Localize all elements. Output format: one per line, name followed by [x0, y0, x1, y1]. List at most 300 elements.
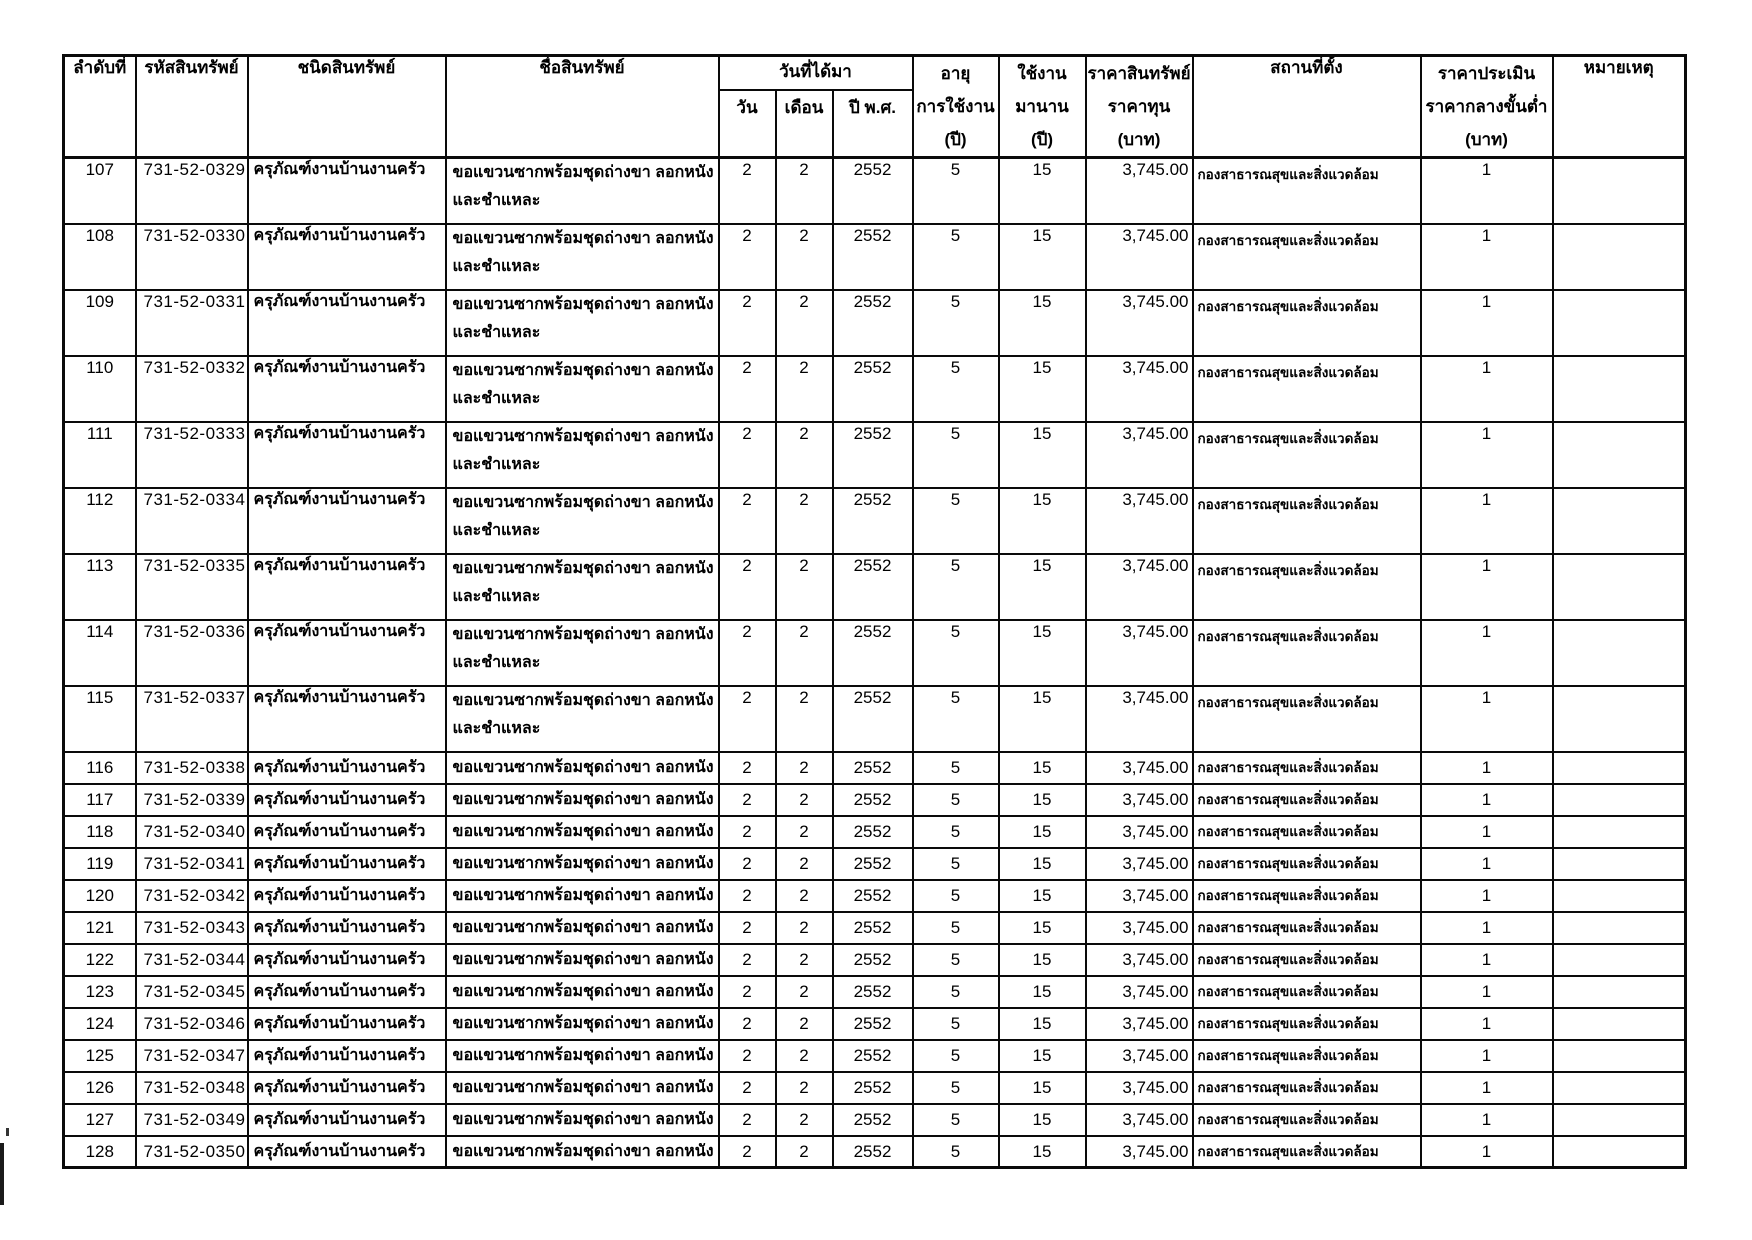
acquired-day-cell: 2: [719, 422, 776, 488]
table-row: [64, 1072, 1686, 1104]
years-used-cell: 15: [999, 422, 1086, 488]
appraisal-price-cell: 1: [1421, 752, 1553, 784]
acquired-day-cell: 2: [719, 1008, 776, 1040]
asset-name-line1: ขอแขวนซากพร้อมชุดถ่างขา ลอกหนัง: [452, 1046, 714, 1064]
asset-name-cell: [446, 1040, 719, 1072]
asset-name-cell: [446, 1008, 719, 1040]
asset-name-line1: ขอแขวนซากพร้อมชุดถ่างขา ลอกหนัง: [452, 559, 714, 577]
asset-name-cell: [446, 158, 719, 224]
table-row: [64, 944, 1686, 976]
remark-cell: [1553, 1136, 1686, 1168]
table-row: [64, 1008, 1686, 1040]
acquired-year-cell: 2552: [833, 784, 913, 816]
row-number-cell: 128: [64, 1136, 136, 1168]
asset-name-line1: ขอแขวนซากพร้อมชุดถ่างขา ลอกหนัง: [452, 982, 714, 1000]
asset-name-line2: และชำแหละ: [452, 192, 541, 209]
acquired-year-cell: 2552: [833, 976, 913, 1008]
asset-price-cell: 3,745.00: [1086, 356, 1193, 422]
useful-life-cell: 5: [913, 1072, 999, 1104]
appraisal-price-cell: 1: [1421, 912, 1553, 944]
acquired-day-cell: 2: [719, 290, 776, 356]
table-row: [64, 686, 1686, 752]
remark-cell: [1553, 1072, 1686, 1104]
acquired-month-cell: 2: [776, 1008, 833, 1040]
remark-cell: [1553, 158, 1686, 224]
row-number-cell: 124: [64, 1008, 136, 1040]
row-number-cell: 120: [64, 880, 136, 912]
acquired-month-cell: 2: [776, 1040, 833, 1072]
asset-code-cell: 731-52-0329: [136, 158, 248, 224]
asset-code-cell: 731-52-0340: [136, 816, 248, 848]
useful-life-line2: การใช้งาน: [916, 97, 995, 116]
asset-price-line2: ราคาทุน: [1107, 97, 1171, 116]
location-cell: กองสาธารณสุขและสิ่งแวดล้อม: [1193, 1040, 1421, 1072]
asset-type-cell: ครุภัณฑ์งานบ้านงานครัว: [248, 848, 446, 880]
useful-life-cell: 5: [913, 1008, 999, 1040]
table-row: [64, 1040, 1686, 1072]
acquired-year-cell: 2552: [833, 880, 913, 912]
appraisal-price-cell: 1: [1421, 976, 1553, 1008]
useful-life-cell: 5: [913, 976, 999, 1008]
years-used-cell: 15: [999, 880, 1086, 912]
acquired-month-cell: 2: [776, 554, 833, 620]
table-row: [64, 554, 1686, 620]
useful-life-cell: 5: [913, 944, 999, 976]
useful-life-cell: 5: [913, 880, 999, 912]
table-row: [64, 784, 1686, 816]
column-header-appraisal-price: [1421, 56, 1553, 158]
appraisal-price-cell: 1: [1421, 1136, 1553, 1168]
asset-table-body: [64, 158, 1686, 1168]
acquired-year-cell: 2552: [833, 356, 913, 422]
asset-name-line1: ขอแขวนซากพร้อมชุดถ่างขา ลอกหนัง: [452, 758, 714, 776]
years-used-cell: 15: [999, 158, 1086, 224]
remark-cell: [1553, 1008, 1686, 1040]
asset-type-cell: ครุภัณฑ์งานบ้านงานครัว: [248, 488, 446, 554]
asset-price-cell: 3,745.00: [1086, 816, 1193, 848]
remark-cell: [1553, 912, 1686, 944]
asset-name-line1: ขอแขวนซากพร้อมชุดถ่างขา ลอกหนัง: [452, 790, 714, 808]
asset-code-cell: 731-52-0339: [136, 784, 248, 816]
acquired-month-cell: 2: [776, 976, 833, 1008]
useful-life-cell: 5: [913, 912, 999, 944]
table-row: [64, 816, 1686, 848]
asset-name-line1: ขอแขวนซากพร้อมชุดถ่างขา ลอกหนัง: [452, 361, 714, 379]
asset-name-line2: และชำแหละ: [452, 455, 541, 473]
asset-name-line1: ขอแขวนซากพร้อมชุดถ่างขา ลอกหนัง: [452, 886, 714, 904]
remark-cell: [1553, 488, 1686, 554]
acquired-day-cell: 2: [719, 488, 776, 554]
years-used-cell: 15: [999, 752, 1086, 784]
acquired-month-cell: 2: [776, 784, 833, 816]
useful-life-cell: 5: [913, 1104, 999, 1136]
asset-price-line1: ราคาสินทรัพย์: [1087, 64, 1191, 83]
remark-cell: [1553, 1040, 1686, 1072]
location-cell: กองสาธารณสุขและสิ่งแวดล้อม: [1193, 784, 1421, 816]
asset-name-cell: [446, 290, 719, 356]
asset-type-cell: ครุภัณฑ์งานบ้านงานครัว: [248, 686, 446, 752]
asset-code-cell: 731-52-0343: [136, 912, 248, 944]
table-row: [64, 848, 1686, 880]
location-cell: กองสาธารณสุขและสิ่งแวดล้อม: [1193, 944, 1421, 976]
asset-type-cell: ครุภัณฑ์งานบ้านงานครัว: [248, 1008, 446, 1040]
location-cell: กองสาธารณสุขและสิ่งแวดล้อม: [1193, 620, 1421, 686]
asset-type-cell: ครุภัณฑ์งานบ้านงานครัว: [248, 784, 446, 816]
table-row: [64, 290, 1686, 356]
useful-life-cell: 5: [913, 158, 999, 224]
asset-price-cell: 3,745.00: [1086, 1104, 1193, 1136]
useful-life-cell: 5: [913, 554, 999, 620]
row-number-cell: 107: [64, 158, 136, 224]
acquired-month-cell: 2: [776, 488, 833, 554]
asset-name-cell: [446, 620, 719, 686]
asset-price-cell: 3,745.00: [1086, 620, 1193, 686]
remark-cell: [1553, 224, 1686, 290]
useful-life-cell: 5: [913, 290, 999, 356]
asset-type-cell: ครุภัณฑ์งานบ้านงานครัว: [248, 880, 446, 912]
acquired-day-cell: 2: [719, 620, 776, 686]
years-used-cell: 15: [999, 620, 1086, 686]
asset-name-cell: [446, 554, 719, 620]
table-row: [64, 1104, 1686, 1136]
appraisal-price-cell: 1: [1421, 880, 1553, 912]
asset-code-cell: 731-52-0337: [136, 686, 248, 752]
acquired-month-cell: 2: [776, 848, 833, 880]
asset-price-cell: 3,745.00: [1086, 488, 1193, 554]
acquired-day-cell: 2: [719, 816, 776, 848]
asset-price-cell: 3,745.00: [1086, 752, 1193, 784]
appraisal-price-cell: 1: [1421, 1008, 1553, 1040]
acquired-month-cell: 2: [776, 752, 833, 784]
useful-life-cell: 5: [913, 422, 999, 488]
acquired-day-cell: 2: [719, 356, 776, 422]
asset-price-cell: 3,745.00: [1086, 290, 1193, 356]
years-used-cell: 15: [999, 1008, 1086, 1040]
useful-life-line1: อายุ: [940, 64, 971, 83]
row-number-cell: 116: [64, 752, 136, 784]
location-cell: กองสาธารณสุขและสิ่งแวดล้อม: [1193, 488, 1421, 554]
acquired-year-cell: 2552: [833, 488, 913, 554]
remark-cell: [1553, 554, 1686, 620]
useful-life-cell: 5: [913, 356, 999, 422]
table-row: [64, 752, 1686, 784]
asset-type-cell: ครุภัณฑ์งานบ้านงานครัว: [248, 356, 446, 422]
asset-code-cell: 731-52-0336: [136, 620, 248, 686]
acquired-day-cell: 2: [719, 554, 776, 620]
column-header-date-acquired-group: วันที่ได้มา: [719, 56, 913, 91]
acquired-year-cell: 2552: [833, 848, 913, 880]
years-used-cell: 15: [999, 976, 1086, 1008]
asset-price-cell: 3,745.00: [1086, 976, 1193, 1008]
row-number-cell: 110: [64, 356, 136, 422]
location-cell: กองสาธารณสุขและสิ่งแวดล้อม: [1193, 356, 1421, 422]
asset-price-cell: 3,745.00: [1086, 1040, 1193, 1072]
asset-type-cell: ครุภัณฑ์งานบ้านงานครัว: [248, 158, 446, 224]
years-used-line2: มานาน: [1015, 97, 1069, 116]
appraisal-price-line1: ราคาประเมิน: [1437, 64, 1536, 83]
acquired-year-cell: 2552: [833, 1136, 913, 1168]
asset-type-cell: ครุภัณฑ์งานบ้านงานครัว: [248, 422, 446, 488]
asset-price-cell: 3,745.00: [1086, 880, 1193, 912]
asset-code-cell: 731-52-0332: [136, 356, 248, 422]
row-number-cell: 127: [64, 1104, 136, 1136]
appraisal-price-cell: 1: [1421, 224, 1553, 290]
asset-name-line2: และชำแหละ: [452, 719, 541, 737]
table-row: [64, 224, 1686, 290]
asset-code-cell: 731-52-0330: [136, 224, 248, 290]
location-cell: กองสาธารณสุขและสิ่งแวดล้อม: [1193, 912, 1421, 944]
appraisal-price-cell: 1: [1421, 848, 1553, 880]
years-used-cell: 15: [999, 554, 1086, 620]
location-cell: กองสาธารณสุขและสิ่งแวดล้อม: [1193, 752, 1421, 784]
remark-cell: [1553, 686, 1686, 752]
asset-code-cell: 731-52-0342: [136, 880, 248, 912]
location-cell: กองสาธารณสุขและสิ่งแวดล้อม: [1193, 290, 1421, 356]
appraisal-price-cell: 1: [1421, 158, 1553, 224]
asset-name-line2: และชำแหละ: [452, 653, 541, 671]
acquired-month-cell: 2: [776, 620, 833, 686]
location-cell: กองสาธารณสุขและสิ่งแวดล้อม: [1193, 422, 1421, 488]
acquired-year-cell: 2552: [833, 752, 913, 784]
asset-table: [62, 54, 1687, 1169]
row-number-cell: 111: [64, 422, 136, 488]
asset-name-line1: ขอแขวนซากพร้อมชุดถ่างขา ลอกหนัง: [452, 854, 714, 872]
column-header-asset-name: ชื่อสินทรัพย์: [446, 56, 719, 158]
acquired-year-cell: 2552: [833, 912, 913, 944]
acquired-year-cell: 2552: [833, 224, 913, 290]
appraisal-price-cell: 1: [1421, 620, 1553, 686]
asset-type-cell: ครุภัณฑ์งานบ้านงานครัว: [248, 1040, 446, 1072]
asset-name-line1: ขอแขวนซากพร้อมชุดถ่างขา ลอกหนัง: [452, 1014, 714, 1032]
row-number-cell: 115: [64, 686, 136, 752]
years-used-cell: 15: [999, 356, 1086, 422]
useful-life-cell: 5: [913, 1040, 999, 1072]
acquired-year-cell: 2552: [833, 1040, 913, 1072]
asset-name-cell: [446, 1136, 719, 1168]
table-row: [64, 620, 1686, 686]
asset-price-cell: 3,745.00: [1086, 224, 1193, 290]
remark-cell: [1553, 620, 1686, 686]
location-cell: กองสาธารณสุขและสิ่งแวดล้อม: [1193, 848, 1421, 880]
asset-type-cell: ครุภัณฑ์งานบ้านงานครัว: [248, 944, 446, 976]
remark-cell: [1553, 356, 1686, 422]
asset-name-cell: [446, 488, 719, 554]
asset-price-cell: 3,745.00: [1086, 158, 1193, 224]
asset-price-cell: 3,745.00: [1086, 848, 1193, 880]
years-used-line1: ใช้งาน: [1017, 64, 1067, 83]
acquired-day-cell: 2: [719, 1136, 776, 1168]
remark-cell: [1553, 1104, 1686, 1136]
asset-name-cell: [446, 816, 719, 848]
acquired-day-cell: 2: [719, 912, 776, 944]
asset-price-cell: 3,745.00: [1086, 422, 1193, 488]
asset-price-cell: 3,745.00: [1086, 912, 1193, 944]
asset-code-cell: 731-52-0335: [136, 554, 248, 620]
row-number-cell: 117: [64, 784, 136, 816]
asset-type-cell: ครุภัณฑ์งานบ้านงานครัว: [248, 976, 446, 1008]
column-header-no: ลำดับที่: [64, 56, 136, 158]
years-used-cell: 15: [999, 488, 1086, 554]
acquired-month-cell: 2: [776, 912, 833, 944]
appraisal-price-cell: 1: [1421, 686, 1553, 752]
asset-code-cell: 731-52-0333: [136, 422, 248, 488]
row-number-cell: 123: [64, 976, 136, 1008]
row-number-cell: 126: [64, 1072, 136, 1104]
column-header-years-used: [999, 56, 1086, 158]
asset-name-line1: ขอแขวนซากพร้อมชุดถ่างขา ลอกหนัง: [452, 493, 714, 511]
appraisal-price-cell: 1: [1421, 356, 1553, 422]
remark-cell: [1553, 880, 1686, 912]
asset-price-cell: 3,745.00: [1086, 1072, 1193, 1104]
acquired-year-cell: 2552: [833, 1104, 913, 1136]
asset-name-cell: [446, 848, 719, 880]
asset-name-cell: [446, 912, 719, 944]
row-number-cell: 114: [64, 620, 136, 686]
asset-price-cell: 3,745.00: [1086, 1136, 1193, 1168]
useful-life-cell: 5: [913, 488, 999, 554]
acquired-day-cell: 2: [719, 1072, 776, 1104]
asset-name-line1: ขอแขวนซากพร้อมชุดถ่างขา ลอกหนัง: [452, 691, 714, 709]
table-row: [64, 1136, 1686, 1168]
asset-code-cell: 731-52-0334: [136, 488, 248, 554]
appraisal-price-cell: 1: [1421, 1072, 1553, 1104]
asset-name-line1: ขอแขวนซากพร้อมชุดถ่างขา ลอกหนัง: [452, 295, 714, 313]
acquired-month-cell: 2: [776, 158, 833, 224]
acquired-month-cell: 2: [776, 1136, 833, 1168]
asset-name-line2: และชำแหละ: [452, 323, 541, 341]
useful-life-cell: 5: [913, 620, 999, 686]
acquired-day-cell: 2: [719, 158, 776, 224]
asset-name-cell: [446, 224, 719, 290]
row-number-cell: 118: [64, 816, 136, 848]
row-number-cell: 113: [64, 554, 136, 620]
remark-cell: [1553, 944, 1686, 976]
years-used-cell: 15: [999, 224, 1086, 290]
table-row: [64, 422, 1686, 488]
appraisal-price-cell: 1: [1421, 290, 1553, 356]
row-number-cell: 108: [64, 224, 136, 290]
asset-name-line2: และชำแหละ: [452, 587, 541, 605]
row-number-cell: 125: [64, 1040, 136, 1072]
location-cell: กองสาธารณสุขและสิ่งแวดล้อม: [1193, 224, 1421, 290]
acquired-month-cell: 2: [776, 880, 833, 912]
asset-code-cell: 731-52-0348: [136, 1072, 248, 1104]
acquired-day-cell: 2: [719, 752, 776, 784]
column-header-remark: หมายเหตุ: [1553, 56, 1686, 158]
asset-name-cell: [446, 356, 719, 422]
location-cell: กองสาธารณสุขและสิ่งแวดล้อม: [1193, 1008, 1421, 1040]
asset-type-cell: ครุภัณฑ์งานบ้านงานครัว: [248, 1104, 446, 1136]
asset-price-cell: 3,745.00: [1086, 784, 1193, 816]
acquired-year-cell: 2552: [833, 158, 913, 224]
appraisal-price-cell: 1: [1421, 816, 1553, 848]
column-header-useful-life: [913, 56, 999, 158]
acquired-month-cell: 2: [776, 356, 833, 422]
years-used-cell: 15: [999, 686, 1086, 752]
useful-life-cell: 5: [913, 848, 999, 880]
asset-type-cell: ครุภัณฑ์งานบ้านงานครัว: [248, 752, 446, 784]
asset-name-line1: ขอแขวนซากพร้อมชุดถ่างขา ลอกหนัง: [452, 1142, 714, 1160]
column-header-location: สถานที่ตั้ง: [1193, 56, 1421, 158]
acquired-year-cell: 2552: [833, 554, 913, 620]
asset-name-line1: ขอแขวนซากพร้อมชุดถ่างขา ลอกหนัง: [452, 1110, 714, 1128]
acquired-day-cell: 2: [719, 976, 776, 1008]
acquired-month-cell: 2: [776, 422, 833, 488]
years-used-cell: 15: [999, 1040, 1086, 1072]
remark-cell: [1553, 422, 1686, 488]
asset-type-cell: ครุภัณฑ์งานบ้านงานครัว: [248, 554, 446, 620]
acquired-month-cell: 2: [776, 1104, 833, 1136]
acquired-month-cell: 2: [776, 290, 833, 356]
useful-life-cell: 5: [913, 816, 999, 848]
acquired-month-cell: 2: [776, 686, 833, 752]
appraisal-price-cell: 1: [1421, 784, 1553, 816]
acquired-day-cell: 2: [719, 848, 776, 880]
acquired-day-cell: 2: [719, 686, 776, 752]
remark-cell: [1553, 784, 1686, 816]
asset-price-cell: 3,745.00: [1086, 1008, 1193, 1040]
location-cell: กองสาธารณสุขและสิ่งแวดล้อม: [1193, 816, 1421, 848]
acquired-day-cell: 2: [719, 784, 776, 816]
appraisal-price-cell: 1: [1421, 554, 1553, 620]
years-used-cell: 15: [999, 784, 1086, 816]
asset-name-cell: [446, 784, 719, 816]
asset-code-cell: 731-52-0350: [136, 1136, 248, 1168]
asset-name-line1: ขอแขวนซากพร้อมชุดถ่างขา ลอกหนัง: [452, 950, 714, 968]
asset-price-cell: 3,745.00: [1086, 554, 1193, 620]
acquired-year-cell: 2552: [833, 1072, 913, 1104]
useful-life-cell: 5: [913, 224, 999, 290]
column-header-day: วัน: [719, 90, 776, 157]
asset-code-cell: 731-52-0344: [136, 944, 248, 976]
row-number-cell: 112: [64, 488, 136, 554]
asset-price-cell: 3,745.00: [1086, 686, 1193, 752]
years-used-cell: 15: [999, 848, 1086, 880]
asset-code-cell: 731-52-0349: [136, 1104, 248, 1136]
column-header-asset-type: ชนิดสินทรัพย์: [248, 56, 446, 158]
asset-type-cell: ครุภัณฑ์งานบ้านงานครัว: [248, 1136, 446, 1168]
asset-type-cell: ครุภัณฑ์งานบ้านงานครัว: [248, 620, 446, 686]
table-row: [64, 912, 1686, 944]
asset-name-line1: ขอแขวนซากพร้อมชุดถ่างขา ลอกหนัง: [452, 1078, 714, 1096]
acquired-month-cell: 2: [776, 816, 833, 848]
years-used-cell: 15: [999, 290, 1086, 356]
scan-edge-artifact: [0, 1143, 4, 1205]
acquired-month-cell: 2: [776, 224, 833, 290]
row-number-cell: 119: [64, 848, 136, 880]
location-cell: กองสาธารณสุขและสิ่งแวดล้อม: [1193, 880, 1421, 912]
asset-name-cell: [446, 422, 719, 488]
remark-cell: [1553, 816, 1686, 848]
column-header-year: ปี พ.ศ.: [833, 90, 913, 157]
years-used-line3: (ปี): [1030, 130, 1054, 149]
asset-price-cell: 3,745.00: [1086, 944, 1193, 976]
table-row: [64, 976, 1686, 1008]
acquired-day-cell: 2: [719, 1104, 776, 1136]
asset-name-line1: ขอแขวนซากพร้อมชุดถ่างขา ลอกหนัง: [452, 625, 714, 643]
location-cell: กองสาธารณสุขและสิ่งแวดล้อม: [1193, 1136, 1421, 1168]
asset-code-cell: 731-52-0338: [136, 752, 248, 784]
row-number-cell: 122: [64, 944, 136, 976]
table-row: [64, 880, 1686, 912]
remark-cell: [1553, 752, 1686, 784]
row-number-cell: 109: [64, 290, 136, 356]
acquired-year-cell: 2552: [833, 686, 913, 752]
asset-name-cell: [446, 686, 719, 752]
acquired-year-cell: 2552: [833, 620, 913, 686]
asset-name-cell: [446, 1104, 719, 1136]
row-number-cell: 121: [64, 912, 136, 944]
